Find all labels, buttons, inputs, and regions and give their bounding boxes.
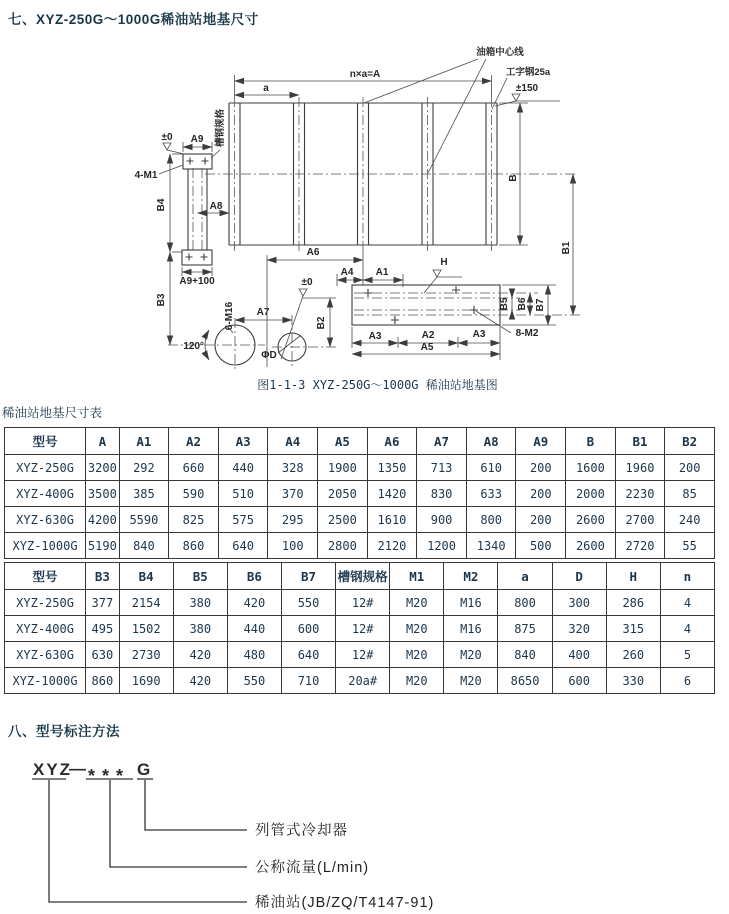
model-label-flow: 公称流量(L/min) — [255, 860, 370, 876]
value-cell: 377 — [86, 590, 120, 616]
dim-b3: B3 — [156, 293, 167, 307]
dim-a3-left: A3 — [368, 331, 382, 342]
table-title: 稀油站地基尺寸表 — [2, 406, 103, 420]
value-cell: 1502 — [119, 616, 173, 642]
column-header: A3 — [218, 428, 268, 455]
model-stars: *** — [88, 766, 131, 786]
value-cell: 200 — [516, 481, 566, 507]
column-header: B4 — [119, 563, 173, 590]
value-cell: 320 — [552, 616, 606, 642]
dim-a7: A7 — [256, 307, 270, 318]
table-row — [5, 668, 715, 694]
value-cell: 500 — [516, 533, 566, 559]
model-cell: XYZ-630G — [5, 507, 86, 533]
dim-a3-right: A3 — [472, 329, 486, 340]
dim-a9-100: A9+100 — [179, 276, 215, 287]
value-cell: M16 — [444, 590, 498, 616]
value-cell: 292 — [119, 455, 169, 481]
value-cell: 2720 — [615, 533, 665, 559]
value-cell: 800 — [498, 590, 552, 616]
value-cell: 710 — [281, 668, 335, 694]
value-cell: 12# — [336, 590, 390, 616]
dim-b: B — [508, 174, 519, 182]
value-cell: 640 — [281, 642, 335, 668]
model-cell: XYZ-400G — [5, 481, 86, 507]
value-cell: 2120 — [367, 533, 417, 559]
value-cell: M20 — [390, 590, 444, 616]
value-cell: 330 — [606, 668, 660, 694]
value-cell: 12# — [336, 642, 390, 668]
column-header: n — [660, 563, 714, 590]
bolts-m2-label: 8-M2 — [515, 328, 539, 339]
column-detail — [135, 109, 229, 345]
value-cell: 3500 — [86, 481, 120, 507]
model-label-cooler: 列管式冷却器 — [255, 823, 348, 839]
value-cell: 328 — [268, 455, 318, 481]
model-cell: XYZ-250G — [5, 590, 86, 616]
value-cell: M20 — [390, 668, 444, 694]
table-row — [5, 590, 715, 616]
value-cell: 200 — [665, 455, 715, 481]
value-cell: 4 — [660, 616, 714, 642]
dim-a2: A2 — [421, 330, 435, 341]
dim-a6: A6 — [306, 247, 320, 258]
value-cell: M20 — [390, 616, 444, 642]
value-cell: 550 — [227, 668, 281, 694]
dim-pm0-top: ±0 — [161, 132, 173, 143]
value-cell: 5590 — [119, 507, 169, 533]
model-cell: XYZ-630G — [5, 642, 86, 668]
column-header: B3 — [86, 563, 120, 590]
header-row — [5, 563, 715, 590]
value-cell: 630 — [86, 642, 120, 668]
bolts-m1-label: 4-M1 — [134, 170, 158, 181]
dim-a: a — [263, 83, 269, 94]
column-header: B6 — [227, 563, 281, 590]
value-cell: M20 — [390, 642, 444, 668]
dim-h: H — [440, 257, 448, 268]
page — [0, 8, 729, 914]
value-cell: 875 — [498, 616, 552, 642]
dim-b1: B1 — [561, 241, 572, 255]
dim-a9: A9 — [190, 134, 204, 145]
value-cell: M20 — [444, 642, 498, 668]
ibeam-label: 工字钢25a — [505, 67, 551, 78]
section8-title: 八、型号标注方法 — [8, 724, 120, 739]
column-header: 槽钢规格 — [336, 563, 390, 590]
value-cell: 480 — [227, 642, 281, 668]
model-suffix: G — [137, 760, 153, 779]
value-cell: 590 — [169, 481, 219, 507]
dim-a8: A8 — [209, 201, 223, 212]
foundation-dimensions-table-2 — [4, 562, 715, 694]
table-row — [5, 481, 715, 507]
value-cell: 610 — [466, 455, 516, 481]
value-cell: 2500 — [318, 507, 368, 533]
model-designation-diagram — [0, 742, 729, 914]
value-cell: 510 — [218, 481, 268, 507]
value-cell: 20a# — [336, 668, 390, 694]
value-cell: 825 — [169, 507, 219, 533]
value-cell: 55 — [665, 533, 715, 559]
value-cell: 1200 — [417, 533, 467, 559]
value-cell: 1350 — [367, 455, 417, 481]
bolt-circle-detail — [168, 277, 336, 370]
value-cell: 840 — [498, 642, 552, 668]
dim-phid: ΦD — [261, 350, 277, 361]
dim-pm0-circle: ±0 — [301, 277, 313, 288]
value-cell: 3200 — [86, 455, 120, 481]
value-cell: 8650 — [498, 668, 552, 694]
value-cell: 1900 — [318, 455, 368, 481]
side-view — [267, 247, 580, 367]
value-cell: M16 — [444, 616, 498, 642]
plan-dimensions — [235, 46, 574, 315]
column-header: D — [552, 563, 606, 590]
value-cell: 550 — [281, 590, 335, 616]
value-cell: 1690 — [119, 668, 173, 694]
value-cell: 1960 — [615, 455, 665, 481]
column-header: A2 — [169, 428, 219, 455]
header-row — [5, 428, 715, 455]
table-row — [5, 642, 715, 668]
value-cell: 860 — [169, 533, 219, 559]
model-leader-lines — [49, 780, 247, 902]
value-cell: 385 — [119, 481, 169, 507]
dim-b4: B4 — [156, 198, 167, 212]
column-header: A — [86, 428, 120, 455]
column-header: A1 — [119, 428, 169, 455]
value-cell: 315 — [606, 616, 660, 642]
model-cell: XYZ-1000G — [5, 668, 86, 694]
value-cell: 1340 — [466, 533, 516, 559]
value-cell: 380 — [173, 590, 227, 616]
value-cell: 575 — [218, 507, 268, 533]
column-header: H — [606, 563, 660, 590]
foundation-figure — [0, 30, 729, 393]
value-cell: 830 — [417, 481, 467, 507]
value-cell: 5 — [660, 642, 714, 668]
value-cell: 260 — [606, 642, 660, 668]
column-header: M1 — [390, 563, 444, 590]
column-header: B — [566, 428, 616, 455]
dim-b6: B6 — [517, 297, 528, 311]
value-cell: 4200 — [86, 507, 120, 533]
column-header: B2 — [665, 428, 715, 455]
value-cell: 1610 — [367, 507, 417, 533]
value-cell: 713 — [417, 455, 467, 481]
dim-b7: B7 — [535, 298, 546, 312]
value-cell: 100 — [268, 533, 318, 559]
value-cell: 800 — [466, 507, 516, 533]
column-header: 型号 — [5, 563, 86, 590]
column-header: B7 — [281, 563, 335, 590]
value-cell: 6 — [660, 668, 714, 694]
value-cell: 85 — [665, 481, 715, 507]
model-label-station: 稀油站(JB/ZQ/T4147-91) — [255, 895, 435, 911]
value-cell: 440 — [218, 455, 268, 481]
value-cell: 420 — [173, 668, 227, 694]
value-cell: 840 — [119, 533, 169, 559]
value-cell: 300 — [552, 590, 606, 616]
value-cell: 2600 — [566, 533, 616, 559]
model-prefix: XYZ — [33, 760, 73, 779]
foundation-diagram — [128, 30, 729, 374]
column-header: a — [498, 563, 552, 590]
model-cell: XYZ-400G — [5, 616, 86, 642]
column-header: B1 — [615, 428, 665, 455]
value-cell: 240 — [665, 507, 715, 533]
value-cell: 200 — [516, 507, 566, 533]
value-cell: 380 — [173, 616, 227, 642]
dim-pm150: ±150 — [515, 83, 539, 94]
table-row — [5, 616, 715, 642]
dim-nxa: n×a=A — [349, 69, 381, 80]
value-cell: 640 — [218, 533, 268, 559]
value-cell: 2700 — [615, 507, 665, 533]
column-header: A4 — [268, 428, 318, 455]
value-cell: 200 — [516, 455, 566, 481]
bolts-m16-label: 6-M16 — [224, 301, 235, 331]
value-cell: 1420 — [367, 481, 417, 507]
column-header: M2 — [444, 563, 498, 590]
dim-a1: A1 — [375, 267, 389, 278]
tank-centerline-label: 油箱中心线 — [476, 47, 524, 58]
value-cell: 900 — [417, 507, 467, 533]
table-row — [5, 533, 715, 559]
value-cell: 2800 — [318, 533, 368, 559]
channel-spec-label: 槽钢规格 — [215, 108, 226, 148]
model-cell: XYZ-1000G — [5, 533, 86, 559]
value-cell: 2154 — [119, 590, 173, 616]
foundation-dimensions-table-1 — [4, 427, 715, 559]
value-cell: 1600 — [566, 455, 616, 481]
model-dash: — — [69, 759, 88, 778]
value-cell: 660 — [169, 455, 219, 481]
value-cell: 600 — [281, 616, 335, 642]
model-cell: XYZ-250G — [5, 455, 86, 481]
table-row — [5, 455, 715, 481]
dim-a4: A4 — [340, 267, 354, 278]
dim-b5: B5 — [499, 297, 510, 311]
value-cell: M20 — [444, 668, 498, 694]
value-cell: 370 — [268, 481, 318, 507]
dim-120deg: 120° — [183, 341, 204, 352]
value-cell: 440 — [227, 616, 281, 642]
value-cell: 4 — [660, 590, 714, 616]
column-header: A9 — [516, 428, 566, 455]
value-cell: 495 — [86, 616, 120, 642]
value-cell: 2230 — [615, 481, 665, 507]
dim-b2: B2 — [316, 316, 327, 330]
value-cell: 420 — [173, 642, 227, 668]
value-cell: 2050 — [318, 481, 368, 507]
column-header: 型号 — [5, 428, 86, 455]
value-cell: 2000 — [566, 481, 616, 507]
table-row — [5, 507, 715, 533]
value-cell: 286 — [606, 590, 660, 616]
column-header: B5 — [173, 563, 227, 590]
figure-caption: 图1-1-3 XYZ-250G～1000G 稀油站地基图 — [257, 378, 498, 392]
value-cell: 2600 — [566, 507, 616, 533]
column-header: A7 — [417, 428, 467, 455]
plan-view — [205, 97, 578, 251]
value-cell: 5190 — [86, 533, 120, 559]
value-cell: 420 — [227, 590, 281, 616]
value-cell: 600 — [552, 668, 606, 694]
dim-a5: A5 — [420, 342, 434, 353]
column-header: A8 — [466, 428, 516, 455]
value-cell: 12# — [336, 616, 390, 642]
column-header: A5 — [318, 428, 368, 455]
column-header: A6 — [367, 428, 417, 455]
value-cell: 860 — [86, 668, 120, 694]
value-cell: 633 — [466, 481, 516, 507]
value-cell: 400 — [552, 642, 606, 668]
value-cell: 295 — [268, 507, 318, 533]
value-cell: 2730 — [119, 642, 173, 668]
section7-title: 七、XYZ-250G～1000G稀油站地基尺寸 — [8, 12, 259, 27]
